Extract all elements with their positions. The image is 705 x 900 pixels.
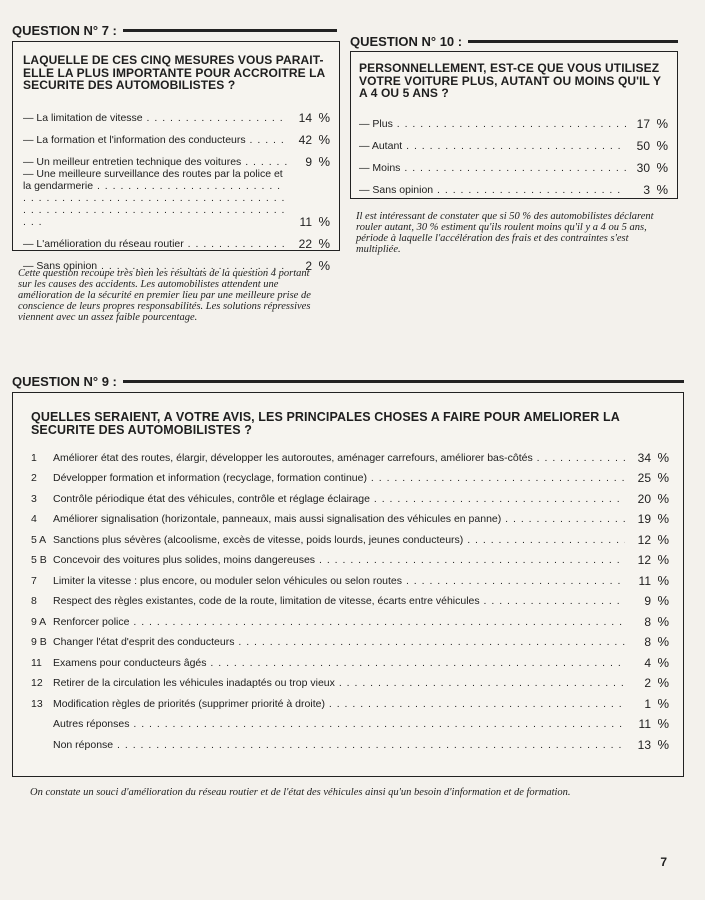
answer-label: Améliorer signalisation (horizontale, panneaux, mais aussi signalisation des véhicules en panne) . . . xyxy=(53,513,625,525)
item-code: 9 B xyxy=(31,636,47,648)
answer-label: Contrôle périodique état des véhicules, contrôle et réglage éclairage . . . xyxy=(53,493,625,505)
answer-label: Autres réponses . . . xyxy=(53,718,625,730)
answer-percentage: 11 xyxy=(299,214,312,229)
percent-sign: % xyxy=(657,449,669,465)
q9-row xyxy=(31,566,669,587)
answer-percentage: 42 xyxy=(298,132,312,147)
answer-label: Renforcer police . . . xyxy=(53,616,625,628)
q9-row xyxy=(31,505,669,526)
percent-sign: % xyxy=(657,695,669,711)
percent-sign: % xyxy=(318,257,330,273)
item-code: 8 xyxy=(31,595,37,607)
percent-sign: % xyxy=(657,675,669,690)
answer-label: — Autant . . . xyxy=(359,140,626,152)
percent-sign: % xyxy=(657,654,669,670)
answer-percentage: 14 xyxy=(298,110,312,125)
answer-percentage: 30 xyxy=(636,160,650,175)
answer-label: Retirer de la circulation les véhicules inadaptés ou trop vieux . . . xyxy=(53,677,625,689)
percent-sign: % xyxy=(657,552,669,567)
answer-percentage: 1 xyxy=(644,696,651,711)
item-code: 5 B xyxy=(31,554,47,566)
question-9-answer-list xyxy=(31,443,669,751)
question-9-heading-text: QUESTION N° 9 : xyxy=(12,374,117,389)
answer-label: — Sans opinion . . . xyxy=(359,184,626,196)
percent-sign: % xyxy=(318,235,330,251)
q9-row xyxy=(31,546,669,567)
percent-sign: % xyxy=(656,115,668,131)
question-10-heading-text: QUESTION N° 10 : xyxy=(350,34,463,49)
percent-sign: % xyxy=(656,137,668,153)
q9-row xyxy=(31,607,669,628)
answer-label: — Moins . . . xyxy=(359,162,626,174)
percent-sign: % xyxy=(657,736,669,752)
percent-sign: % xyxy=(657,531,669,547)
percent-sign: % xyxy=(318,213,330,229)
question-10-heading xyxy=(350,34,678,49)
percent-sign: % xyxy=(657,470,669,485)
percent-sign: % xyxy=(656,159,668,175)
answer-label: Sanctions plus sévères (alcoolisme, excès de vitesse, poids lourds, jeunes conducteurs) . . . xyxy=(53,534,625,546)
heading-rule xyxy=(123,380,684,383)
answer-label: Développer formation et information (recyclage, formation continue) . . . xyxy=(53,472,625,484)
question-9-heading xyxy=(12,374,684,389)
heading-rule xyxy=(468,40,678,43)
page-number: 7 xyxy=(660,855,667,869)
answer-percentage: 9 xyxy=(644,594,651,608)
q9-row xyxy=(31,689,669,710)
percent-sign: % xyxy=(656,181,668,197)
item-code: 9 A xyxy=(31,615,47,628)
q9-row xyxy=(31,628,669,649)
answer-label: Concevoir des voitures plus solides, moins dangereuses . . . xyxy=(53,554,625,566)
answer-percentage: 17 xyxy=(636,116,650,131)
percent-sign: % xyxy=(657,716,669,731)
answer-label: Non réponse . . . xyxy=(53,739,625,751)
answer-label: Limiter la vitesse : plus encore, ou moduler selon véhicules ou selon routes . . . xyxy=(53,575,625,587)
answer-percentage: 3 xyxy=(643,182,650,197)
answer-label: Améliorer état des routes, élargir, développer les autoroutes, aménager carrefours, améliorer bas-côtés . . . xyxy=(53,452,625,464)
answer-percentage: 4 xyxy=(644,655,651,670)
q9-row xyxy=(31,525,669,546)
question-9-title: QUELLES SERAIENT, A VOTRE AVIS, LES PRINCIPALES CHOSES A FAIRE POUR AMELIORER LA SECURITE DES AUTOMOBILISTES ? xyxy=(31,410,620,437)
q9-row xyxy=(31,484,669,505)
question-7-heading-text: QUESTION N° 7 : xyxy=(12,23,117,38)
item-code: 13 xyxy=(31,697,43,710)
answer-percentage: 25 xyxy=(637,471,651,485)
answer-percentage: 34 xyxy=(637,450,651,465)
question-10-box xyxy=(350,51,678,199)
answer-percentage: 19 xyxy=(637,512,651,526)
q9-row xyxy=(31,587,669,608)
percent-sign: % xyxy=(318,131,330,147)
q10-row xyxy=(359,174,668,196)
answer-label: — Sans opinion . . . xyxy=(23,260,288,272)
percent-sign: % xyxy=(657,572,669,588)
q9-row xyxy=(31,464,669,485)
question-10-title: PERSONNELLEMENT, EST-CE QUE VOUS UTILISEZ VOTRE VOITURE PLUS, AUTANT OU MOINS QU'IL Y A 4 OU 5 ANS ? xyxy=(359,61,661,100)
answer-percentage: 12 xyxy=(637,532,651,547)
percent-sign: % xyxy=(657,593,669,608)
answer-percentage: 12 xyxy=(637,553,651,567)
answer-label: — Une meilleure surveillance des routes par la police et la gendarmerie . . . xyxy=(23,168,288,228)
answer-percentage: 2 xyxy=(305,258,312,273)
answer-percentage: 9 xyxy=(305,154,312,169)
q9-row xyxy=(31,648,669,669)
answer-label: — Plus . . . xyxy=(359,118,626,130)
q7-row xyxy=(23,168,330,228)
answer-percentage: 13 xyxy=(637,737,651,752)
answer-label: Changer l'état d'esprit des conducteurs . . . xyxy=(53,636,625,648)
answer-percentage: 2 xyxy=(644,676,651,690)
answer-label: — L'amélioration du réseau routier . . . xyxy=(23,238,288,250)
q9-row xyxy=(31,730,669,751)
percent-sign: % xyxy=(657,511,669,526)
q9-row xyxy=(31,710,669,731)
item-code: 4 xyxy=(31,513,37,525)
q9-row xyxy=(31,669,669,690)
q10-row xyxy=(359,152,668,174)
percent-sign: % xyxy=(657,490,669,506)
heading-rule xyxy=(123,29,337,32)
q10-row xyxy=(359,130,668,152)
answer-label: — Un meilleur entretien technique des voitures . . . xyxy=(23,156,288,168)
answer-label: — La limitation de vitesse . . . xyxy=(23,112,288,124)
percent-sign: % xyxy=(657,613,669,629)
question-7-answer-list xyxy=(23,102,330,272)
q7-row xyxy=(23,102,330,124)
answer-percentage: 50 xyxy=(636,138,650,153)
item-code: 5 A xyxy=(31,533,47,546)
question-7-heading xyxy=(12,23,337,38)
answer-label: Examens pour conducteurs âgés . . . xyxy=(53,657,625,669)
q7-row xyxy=(23,228,330,250)
item-code: 11 xyxy=(31,656,42,669)
q9-row xyxy=(31,443,669,464)
percent-sign: % xyxy=(318,153,330,169)
question-10-note: Il est intéressant de constater que si 50 % des automobilistes déclarent rouler autant, 30 % estiment qu'ils roulent moins qu'il y a 4 ou 5 ans, période à laquelle l'accélération des frais et des contraintes s'est multipliée. xyxy=(356,211,654,255)
item-code: 12 xyxy=(31,677,43,689)
question-7-title: LAQUELLE DE CES CINQ MESURES VOUS PARAIT-ELLE LA PLUS IMPORTANTE POUR ACCROITRE LA SECURITE DES AUTOMOBILISTES ? xyxy=(23,53,325,92)
item-code: 2 xyxy=(31,472,37,484)
question-7-box xyxy=(12,41,340,273)
q10-row xyxy=(359,108,668,130)
answer-label: — La formation et l'information des conducteurs . . . xyxy=(23,134,288,146)
answer-percentage: 11 xyxy=(638,717,651,731)
item-code: 1 xyxy=(31,451,37,464)
q7-row xyxy=(23,146,330,168)
percent-sign: % xyxy=(657,634,669,649)
answer-label: Modification règles de priorités (supprimer priorité à droite) . . . xyxy=(53,698,625,710)
question-9-note: On constate un souci d'amélioration du réseau routier et de l'état des véhicules ainsi qu'un besoin d'information et de formation. xyxy=(30,787,571,798)
question-7-note: Cette question recoupe très bien les résultats de la question 4 portant sur les causes des accidents. Les automobilistes attendent une amélioration de la sécurité en premier lieu par une meilleure prise de conscience de leurs propres responsabilités. Les solutions répressives viennent avec un assez faible pourcentage. xyxy=(18,268,311,323)
question-9-box xyxy=(12,392,684,777)
answer-percentage: 22 xyxy=(298,236,312,251)
question-10-answer-list xyxy=(359,108,668,196)
answer-percentage: 20 xyxy=(637,491,651,506)
item-code: 7 xyxy=(31,574,37,587)
percent-sign: % xyxy=(318,109,330,125)
answer-percentage: 11 xyxy=(638,573,651,588)
q7-row xyxy=(23,124,330,146)
answer-label: Respect des règles existantes, code de la route, limitation de vitesse, écarts entre véhicules . . . xyxy=(53,595,625,607)
item-code: 3 xyxy=(31,492,37,505)
answer-percentage: 8 xyxy=(644,635,651,649)
answer-percentage: 8 xyxy=(644,614,651,629)
